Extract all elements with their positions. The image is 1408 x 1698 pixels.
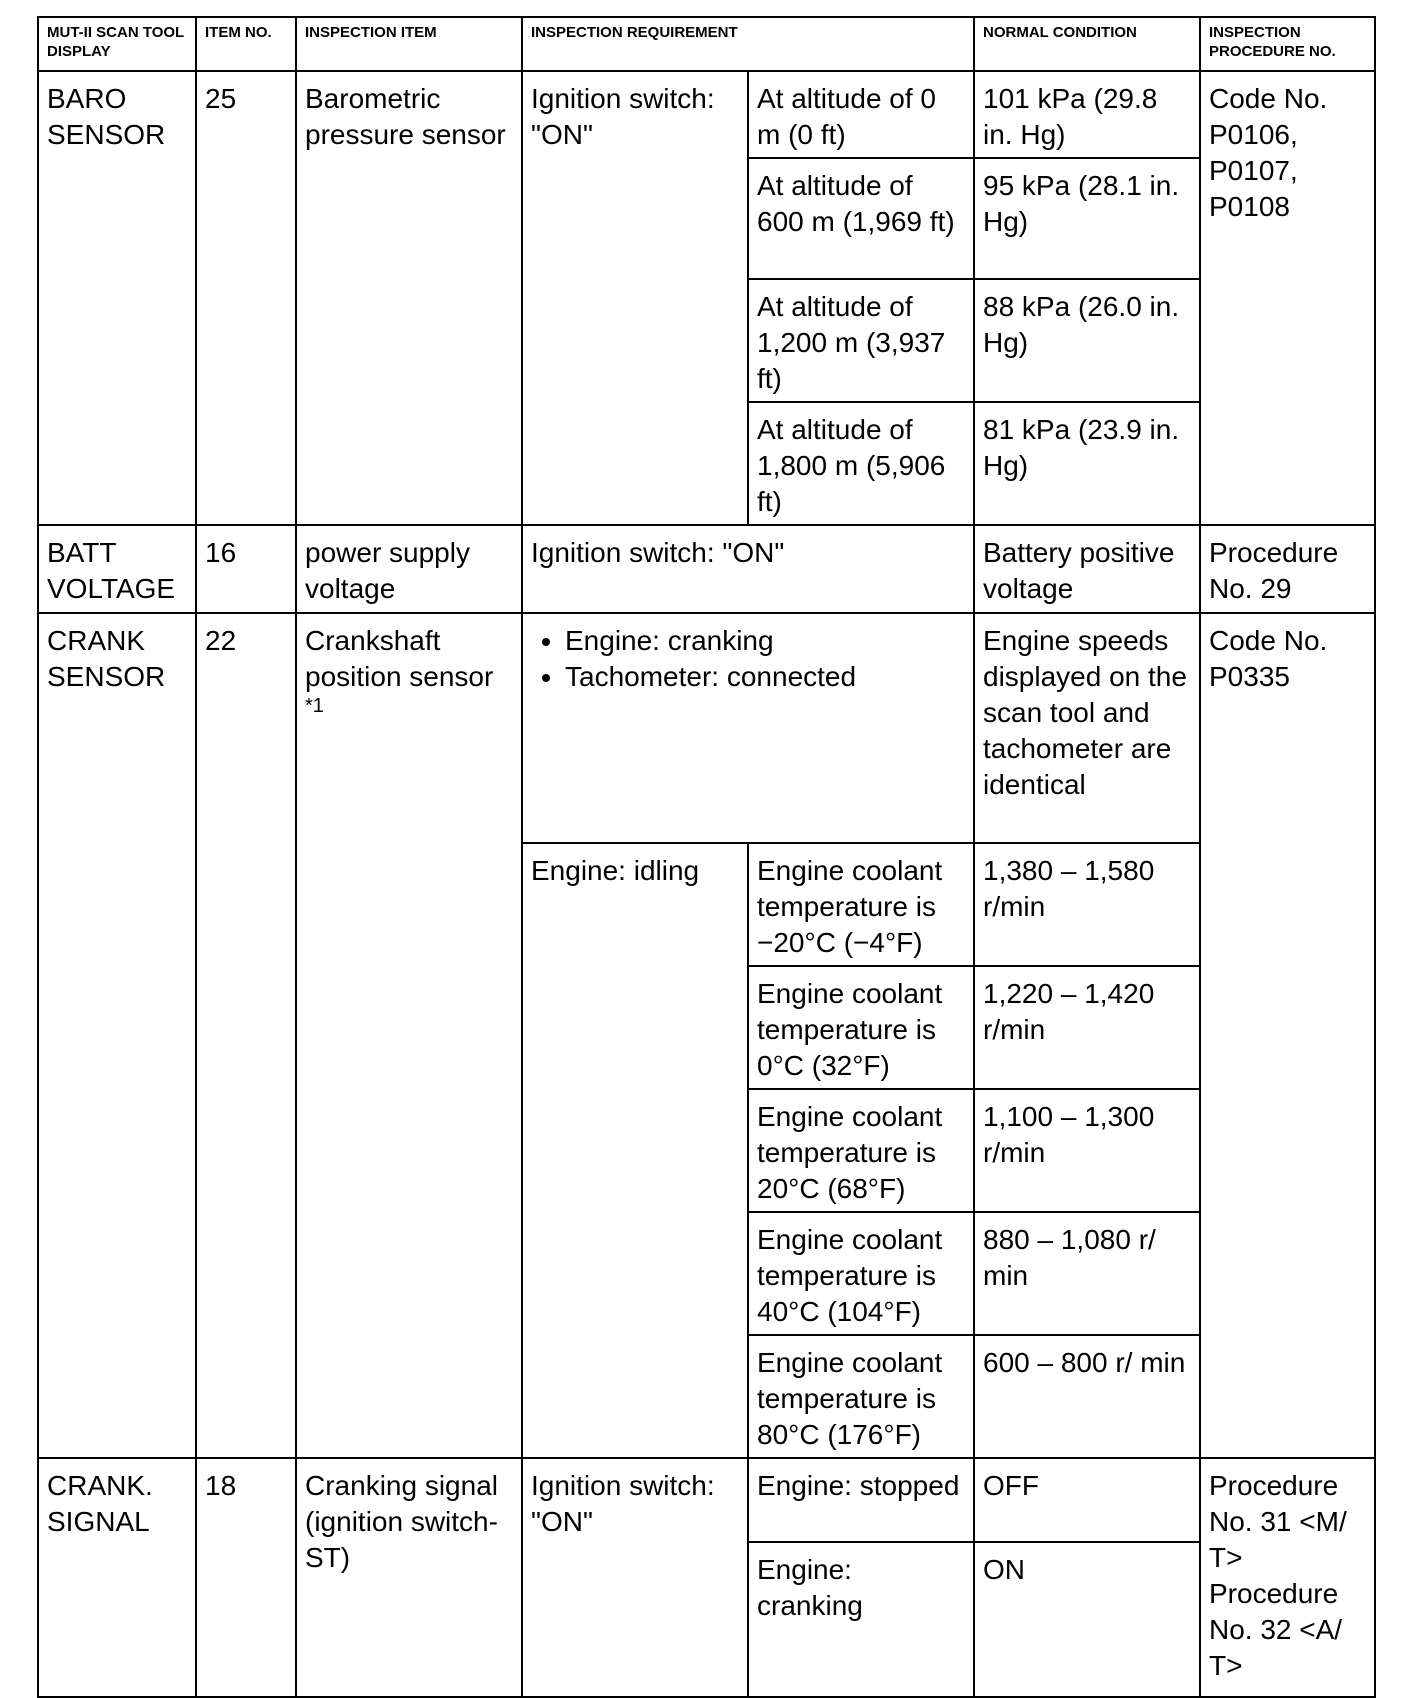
crank-item-label: Crankshaft position sensor (305, 625, 494, 692)
procedure-at: Procedure No. 32 <A/ T> (1209, 1578, 1343, 1681)
crank-item-no: 22 (196, 613, 296, 1458)
crank-signal-condition: Engine: cranking (748, 1542, 974, 1697)
crank-procedure: Code No. P0335 (1200, 613, 1375, 1458)
crank-normal: 1,100 – 1,300 r/min (974, 1089, 1200, 1212)
crank-signal-display: CRANK. SIGNAL (38, 1458, 196, 1697)
crank-bullets-normal: Engine speeds displayed on the scan tool and tachometer are identical (974, 613, 1200, 843)
crank-bullets (522, 613, 974, 843)
table-row (38, 1458, 1375, 1542)
baro-normal: 88 kPa (26.0 in. Hg) (974, 279, 1200, 402)
baro-condition: At altitude of 1,800 m (5,906 ft) (748, 402, 974, 525)
baro-normal: 101 kPa (29.8 in. Hg) (974, 71, 1200, 158)
header-scan-tool-display: MUT-II SCAN TOOL DISPLAY (38, 17, 196, 71)
batt-item: power supply voltage (296, 525, 522, 613)
baro-item-no: 25 (196, 71, 296, 525)
batt-procedure: Procedure No. 29 (1200, 525, 1375, 613)
baro-procedure: Code No. P0106, P0107, P0108 (1200, 71, 1375, 525)
crank-signal-normal: OFF (974, 1458, 1200, 1542)
baro-item: Barometric pressure sensor (296, 71, 522, 525)
baro-normal: 95 kPa (28.1 in. Hg) (974, 158, 1200, 279)
batt-normal: Battery positive voltage (974, 525, 1200, 613)
baro-display: BARO SENSOR (38, 71, 196, 525)
crank-normal: 1,380 – 1,580 r/min (974, 843, 1200, 966)
crank-normal: 1,220 – 1,420 r/min (974, 966, 1200, 1089)
baro-normal: 81 kPa (23.9 in. Hg) (974, 402, 1200, 525)
procedure-mt: Procedure No. 31 <M/ T> (1209, 1470, 1347, 1573)
crank-signal-requirement: Ignition switch: "ON" (522, 1458, 748, 1697)
crank-condition: Engine coolant temperature is 0°C (32°F) (748, 966, 974, 1089)
table-row (38, 525, 1375, 613)
header-item-no: ITEM NO. (196, 17, 296, 71)
crank-signal-condition: Engine: stopped (748, 1458, 974, 1542)
batt-requirement: Ignition switch: "ON" (522, 525, 974, 613)
crank-item-note: *1 (305, 695, 324, 717)
header-procedure-no: INSPECTION PROCEDURE NO. (1200, 17, 1375, 71)
table-row (38, 71, 1375, 158)
inspection-table (37, 16, 1376, 1698)
table-row (38, 613, 1375, 843)
crank-normal: 600 – 800 r/ min (974, 1335, 1200, 1458)
header-inspection-requirement: INSPECTION REQUIREMENT (522, 17, 974, 71)
crank-display: CRANK SENSOR (38, 613, 196, 1458)
list-item: • Engine: cranking (565, 623, 965, 659)
header-row (38, 17, 1375, 71)
list-item: • Tachometer: connected (565, 659, 965, 695)
crank-signal-normal: ON (974, 1542, 1200, 1697)
crank-condition: Engine coolant temperature is 40°C (104°F) (748, 1212, 974, 1335)
header-normal-condition: NORMAL CONDITION (974, 17, 1200, 71)
crank-signal-item: Cranking signal (ignition switch-ST) (296, 1458, 522, 1697)
crank-condition: Engine coolant temperature is 20°C (68°F) (748, 1089, 974, 1212)
crank-condition: Engine coolant temperature is 80°C (176°F) (748, 1335, 974, 1458)
baro-condition: At altitude of 1,200 m (3,937 ft) (748, 279, 974, 402)
crank-signal-procedure (1200, 1458, 1375, 1697)
header-inspection-item: INSPECTION ITEM (296, 17, 522, 71)
crank-item (296, 613, 522, 1458)
crank-normal: 880 – 1,080 r/ min (974, 1212, 1200, 1335)
baro-condition: At altitude of 0 m (0 ft) (748, 71, 974, 158)
baro-requirement: Ignition switch: "ON" (522, 71, 748, 525)
crank-idle-requirement: Engine: idling (522, 843, 748, 1458)
batt-item-no: 16 (196, 525, 296, 613)
batt-display: BATT VOLTAGE (38, 525, 196, 613)
crank-signal-item-no: 18 (196, 1458, 296, 1697)
crank-bullet-list (531, 623, 965, 695)
baro-condition: At altitude of 600 m (1,969 ft) (748, 158, 974, 279)
crank-condition: Engine coolant temperature is −20°C (−4°F) (748, 843, 974, 966)
